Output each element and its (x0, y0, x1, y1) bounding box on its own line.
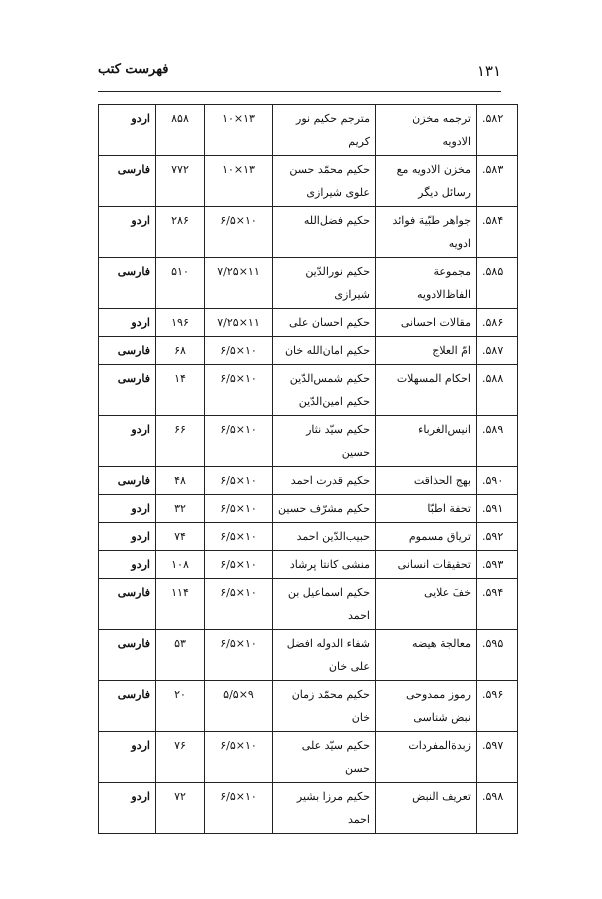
book-title (376, 783, 477, 834)
entry-number: ۵۹۳. (477, 551, 518, 579)
page-count: ۵۳ (156, 630, 205, 681)
book-author-line: حبیب‌الدّین احمد (296, 530, 370, 543)
book-author (273, 105, 376, 156)
book-size: ۱۰×۶/۵ (205, 416, 273, 467)
book-language: اردو (99, 523, 156, 551)
book-language: فارسی (99, 467, 156, 495)
book-title (376, 337, 477, 365)
book-title-line: الفاظ‌الادویه (417, 288, 471, 301)
book-title-line: ترجمه مخزن (412, 112, 471, 125)
book-catalog-table (98, 104, 518, 834)
book-language: فارسی (99, 258, 156, 309)
book-language: اردو (99, 732, 156, 783)
book-author-line: حکیم محمّد حسن (289, 163, 370, 176)
table-row (99, 309, 518, 337)
book-title-line: رسائل دیگر (418, 186, 471, 199)
book-language: فارسی (99, 365, 156, 416)
book-title-line: تحقیقات انسانی (397, 558, 471, 571)
book-author-line: علوی شیرازی (306, 186, 370, 199)
page-count: ۴۸ (156, 467, 205, 495)
book-author-line: حکیم محمّد زمان (291, 688, 370, 701)
book-author-line: مترجم حکیم نور (296, 112, 370, 125)
page-header (98, 62, 501, 86)
book-size: ۱۰×۶/۵ (205, 337, 273, 365)
page-count: ۷۴ (156, 523, 205, 551)
entry-number: ۵۸۷. (477, 337, 518, 365)
book-author (273, 309, 376, 337)
entry-number: ۵۸۴. (477, 207, 518, 258)
book-language: اردو (99, 416, 156, 467)
book-language: فارسی (99, 630, 156, 681)
book-author-line: حکیم احسان علی (289, 316, 370, 329)
entry-number: ۵۹۰. (477, 467, 518, 495)
book-language: فارسی (99, 156, 156, 207)
book-title-line: رموز ممدوحی (405, 688, 471, 701)
book-title (376, 105, 477, 156)
table-row (99, 467, 518, 495)
book-author-line: حکیم مشرّف حسین (278, 502, 370, 515)
book-author-line: کریم (348, 135, 370, 148)
table-row (99, 732, 518, 783)
book-title-line: مجموعة (433, 265, 471, 278)
book-author-line: حکیم اسماعیل بن (287, 586, 370, 599)
header-rule (98, 91, 501, 92)
book-author-line: احمد (348, 609, 370, 622)
page-count: ۱۱۴ (156, 579, 205, 630)
book-title (376, 416, 477, 467)
book-author-line: منشی کانتا پرشاد (289, 558, 370, 571)
entry-number: ۵۹۵. (477, 630, 518, 681)
page-count: ۱۴ (156, 365, 205, 416)
book-title-line: تریاق مسموم (408, 530, 471, 543)
book-author-line: علی خان (328, 660, 370, 673)
page-count: ۷۷۲ (156, 156, 205, 207)
book-author (273, 630, 376, 681)
book-author-line: شیرازی (334, 288, 370, 301)
entry-number: ۵۸۲. (477, 105, 518, 156)
book-author (273, 523, 376, 551)
table-row (99, 365, 518, 416)
table-row (99, 207, 518, 258)
page-count: ۸۵۸ (156, 105, 205, 156)
book-language: اردو (99, 495, 156, 523)
book-author-line: حکیم فضل‌الله (303, 214, 370, 227)
entry-number: ۵۹۴. (477, 579, 518, 630)
book-author-line: احمد (348, 813, 370, 826)
book-title (376, 309, 477, 337)
book-size: ۹×۵/۵ (205, 681, 273, 732)
book-author-line: حکیم سیّد علی حسن (301, 739, 370, 775)
book-author-line: حکیم مرزا بشیر (296, 790, 370, 803)
page-count: ۷۲ (156, 783, 205, 834)
book-author-line: حکیم نورالدّین (305, 265, 370, 278)
book-title (376, 681, 477, 732)
book-language: اردو (99, 783, 156, 834)
book-author (273, 467, 376, 495)
book-author (273, 258, 376, 309)
book-author-line: حکیم قدرت احمد (290, 474, 370, 487)
table-row (99, 416, 518, 467)
page-count: ۲۰ (156, 681, 205, 732)
book-title-line: نبض شناسی (413, 711, 471, 724)
table-row (99, 156, 518, 207)
book-author (273, 579, 376, 630)
book-author (273, 156, 376, 207)
book-title (376, 732, 477, 783)
entry-number: ۵۸۹. (477, 416, 518, 467)
book-author-line: خان (351, 711, 370, 724)
book-author (273, 207, 376, 258)
entry-number: ۵۸۶. (477, 309, 518, 337)
book-title (376, 630, 477, 681)
table-row (99, 258, 518, 309)
table-row (99, 630, 518, 681)
entry-number: ۵۸۸. (477, 365, 518, 416)
entry-number: ۵۹۷. (477, 732, 518, 783)
book-author (273, 681, 376, 732)
book-size: ۱۱×۷/۲۵ (205, 309, 273, 337)
book-author (273, 416, 376, 467)
book-title-line: تعریف النبض (412, 790, 471, 803)
book-title (376, 365, 477, 416)
entry-number: ۵۹۱. (477, 495, 518, 523)
entry-number: ۵۹۶. (477, 681, 518, 732)
book-title-line: معالجة هیضه (412, 637, 471, 650)
book-title-line: الادویه (442, 135, 471, 148)
table-row (99, 523, 518, 551)
book-title (376, 551, 477, 579)
book-size: ۱۰×۶/۵ (205, 207, 273, 258)
book-language: فارسی (99, 681, 156, 732)
book-title-line: تحفة اطبّا (427, 502, 471, 515)
book-size: ۱۰×۶/۵ (205, 495, 273, 523)
page-number: ۱۳۱ (476, 62, 501, 80)
page-count: ۶۸ (156, 337, 205, 365)
book-author (273, 732, 376, 783)
page-count: ۳۲ (156, 495, 205, 523)
page-count: ۱۰۸ (156, 551, 205, 579)
book-title (376, 495, 477, 523)
book-language: فارسی (99, 579, 156, 630)
book-author-line: حکیم امان‌الله خان (284, 344, 370, 357)
book-title (376, 258, 477, 309)
table-row (99, 551, 518, 579)
book-language: اردو (99, 309, 156, 337)
table-row (99, 579, 518, 630)
book-title-line: خفَ علایی (423, 586, 471, 599)
book-title-line: زبدةالمفردات (408, 739, 471, 752)
book-title (376, 207, 477, 258)
book-size: ۱۰×۶/۵ (205, 365, 273, 416)
page-count: ۲۸۶ (156, 207, 205, 258)
page-count: ۷۶ (156, 732, 205, 783)
book-author-line: حکیم امین‌الدّین (298, 395, 370, 408)
book-size: ۱۰×۶/۵ (205, 630, 273, 681)
book-title (376, 156, 477, 207)
book-language: اردو (99, 551, 156, 579)
book-size: ۱۰×۶/۵ (205, 551, 273, 579)
book-language: فارسی (99, 337, 156, 365)
book-title-line: ادویه (448, 237, 471, 250)
book-title-line: مخزن الادویه مع (396, 163, 471, 176)
page-count: ۶۶ (156, 416, 205, 467)
entry-number: ۵۸۳. (477, 156, 518, 207)
book-title-line: مقالات احسانی (400, 316, 471, 329)
table-body (99, 105, 518, 834)
book-author (273, 783, 376, 834)
book-title-line: احکام المسهلات (396, 372, 471, 385)
book-size: ۱۰×۶/۵ (205, 783, 273, 834)
table-row (99, 495, 518, 523)
book-author (273, 365, 376, 416)
page-count: ۱۹۶ (156, 309, 205, 337)
book-size: ۱۱×۷/۲۵ (205, 258, 273, 309)
book-size: ۱۰×۶/۵ (205, 523, 273, 551)
book-author-line: حکیم شمس‌الدّین (289, 372, 370, 385)
book-author (273, 337, 376, 365)
book-author (273, 495, 376, 523)
book-title-line: امّ العلاج (432, 344, 471, 357)
book-title-line: جواهر طبّیة فوائد (392, 214, 471, 227)
table-row (99, 681, 518, 732)
book-size: ۱۰×۶/۵ (205, 732, 273, 783)
book-author-line: حکیم سیّد نثار حسین (306, 423, 370, 459)
book-size: ۱۳×۱۰ (205, 105, 273, 156)
running-title: فهرست کتب (98, 62, 169, 77)
book-size: ۱۰×۶/۵ (205, 579, 273, 630)
book-author (273, 551, 376, 579)
table-row (99, 783, 518, 834)
book-title-line: بهج الحذاقت (413, 474, 471, 487)
entry-number: ۵۸۵. (477, 258, 518, 309)
book-title-line: انیس‌الغرباء (418, 423, 471, 436)
book-size: ۱۰×۶/۵ (205, 467, 273, 495)
page-count: ۵۱۰ (156, 258, 205, 309)
book-language: اردو (99, 207, 156, 258)
book-language: اردو (99, 105, 156, 156)
entry-number: ۵۹۸. (477, 783, 518, 834)
book-author-line: شفاء الدوله افضل (286, 637, 370, 650)
entry-number: ۵۹۲. (477, 523, 518, 551)
book-title (376, 579, 477, 630)
book-size: ۱۳×۱۰ (205, 156, 273, 207)
table-row (99, 337, 518, 365)
book-title (376, 467, 477, 495)
table-row (99, 105, 518, 156)
book-title (376, 523, 477, 551)
